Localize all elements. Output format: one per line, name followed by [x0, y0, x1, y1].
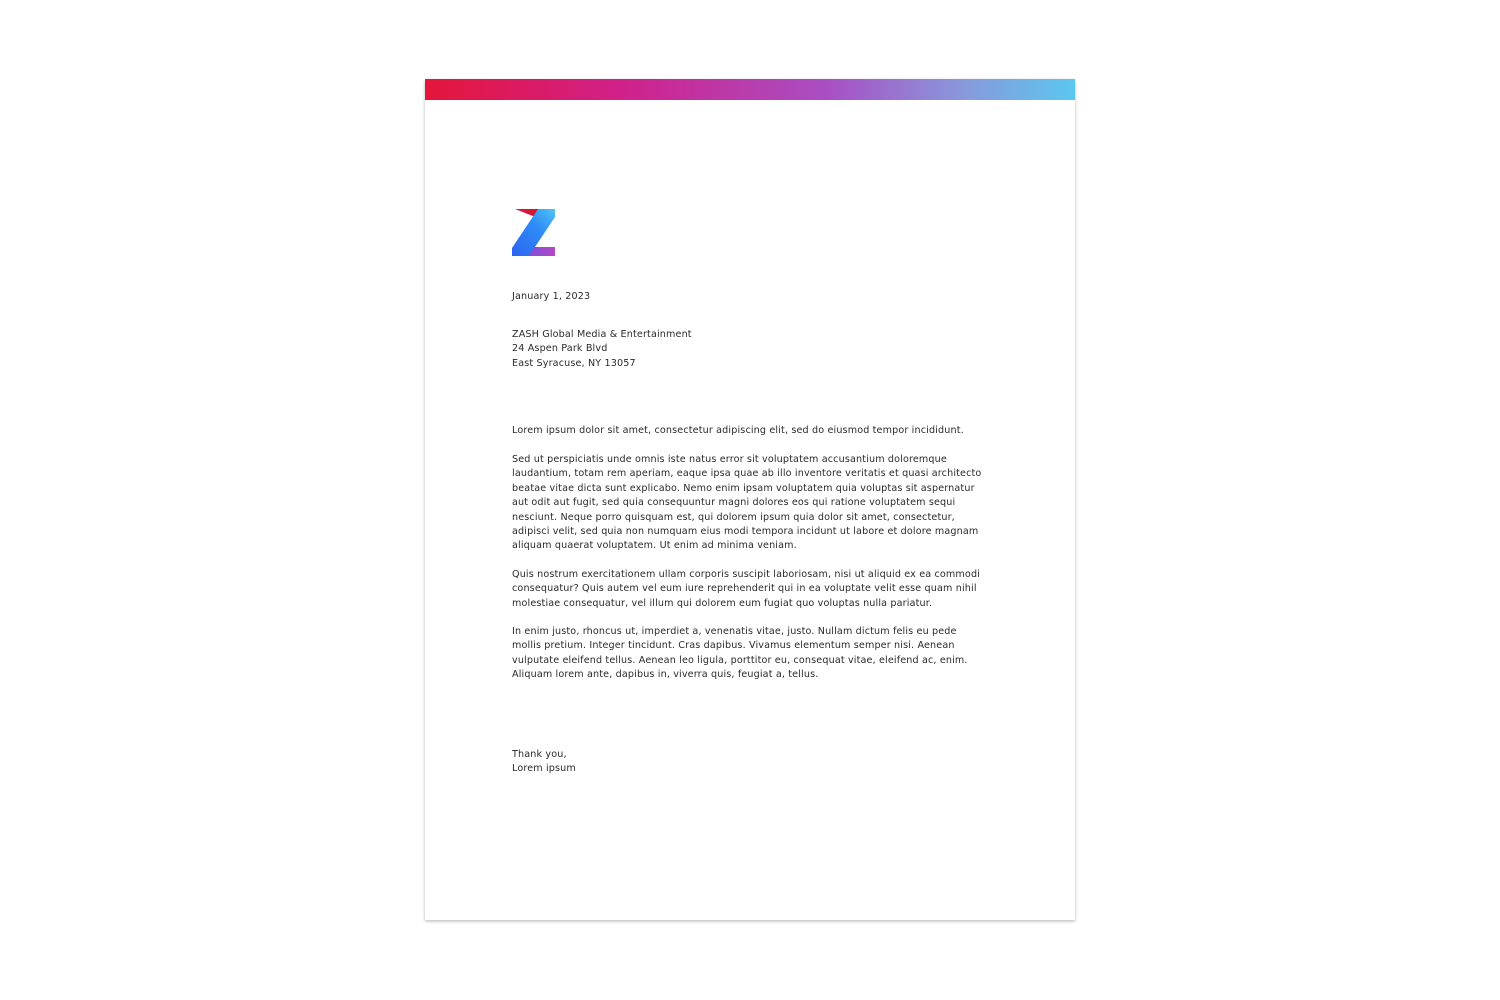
body-paragraph-2: Sed ut perspiciatis unde omnis iste natus error sit voluptatem accusantium doloremque laudantium, totam rem aperiam, eaque ipsa quae ab illo inventore veritatis et quasi architecto beatae vitae dicta sunt explicabo. Nemo enim ipsam voluptatem quia voluptas sit aspernatur aut odit aut fugit, sed quia consequuntur magni dolores eos qui ratione voluptatem sequi nesciunt. Neque porro quisquam est, qui dolorem ipsum quia dolor sit amet, consectetur, adipisci velit, sed quia non numquam eius modi tempora incidunt ut labore et dolore magnam aliquam quaerat voluptatem. Ut enim ad minima veniam. — [512, 454, 982, 552]
recipient-street: 24 Aspen Park Blvd — [512, 343, 608, 355]
letter-date: January 1, 2023 — [512, 291, 591, 302]
recipient-address — [512, 328, 982, 371]
recipient-city-state-zip: East Syracuse, NY 13057 — [512, 357, 636, 369]
body-paragraph-4: In enim justo, rhoncus ut, imperdiet a, venenatis vitae, justo. Nullam dictum felis eu pede mollis pretium. Integer tincidunt. Cras dapibus. Vivamus elementum semper nisi. Aenean vulputate eleifend tellus. Aenean leo ligula, porttitor eu, consequat vitae, eleifend ac, enim. Aliquam lorem ante, dapibus in, viverra quis, feugiat a, tellus. — [512, 626, 968, 681]
body-paragraph-3: Quis nostrum exercitationem ullam corporis suscipit laboriosam, nisi ut aliquid ex ea commodi consequatur? Quis autem vel eum iure reprehenderit qui in ea voluptate velit esse quam nihil molestiae consequatur, vel illum qui dolorem eum fugiat quo voluptas nulla pariatur. — [512, 569, 980, 609]
gradient-header-band — [425, 79, 1075, 100]
letter-closing — [512, 748, 982, 777]
body-paragraph-1: Lorem ipsum dolor sit amet, consectetur adipiscing elit, sed do eiusmod tempor incididunt. — [512, 425, 964, 436]
closing-phrase: Thank you, — [512, 749, 567, 760]
signature-name: Lorem ipsum — [512, 763, 576, 775]
z-logo-icon — [512, 209, 556, 256]
letterhead-page — [425, 79, 1075, 920]
recipient-company: ZASH Global Media & Entertainment — [512, 329, 692, 340]
